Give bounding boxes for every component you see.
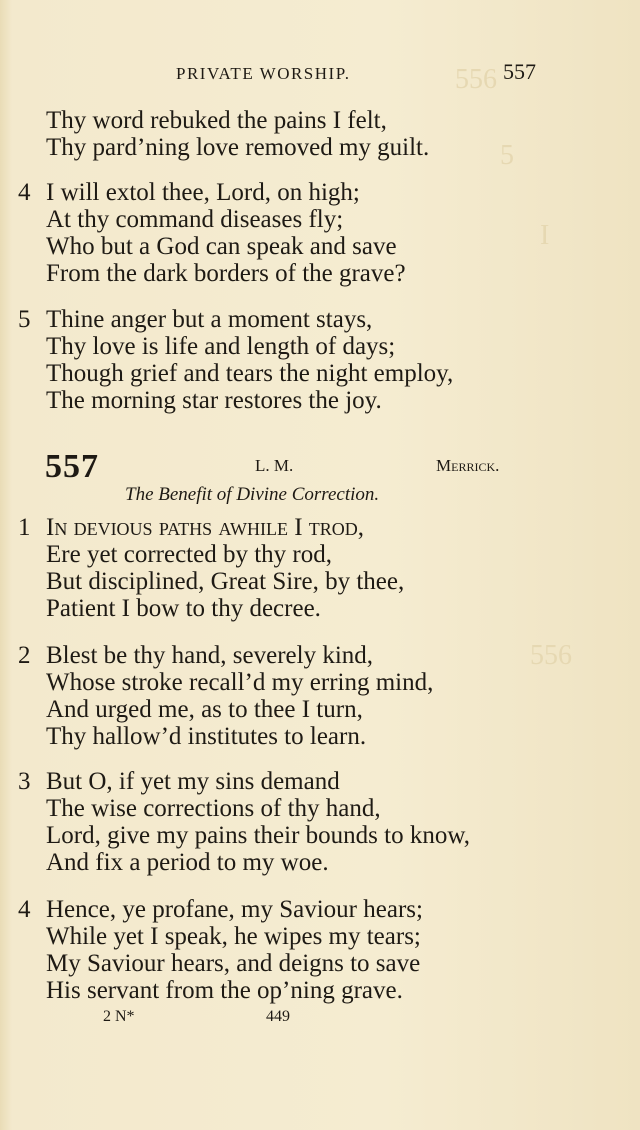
tune-name: Merrick.: [436, 456, 500, 475]
hymn-number: 557: [45, 448, 99, 485]
verse-line: And fix a period to my woe.: [46, 849, 329, 876]
verse-line: From the dark borders of the grave?: [46, 260, 406, 287]
verse-line: The wise corrections of thy hand,: [46, 795, 381, 822]
verse-line: Hence, ye profane, my Saviour hears;: [46, 896, 423, 923]
bleed-through-text: 5: [500, 140, 514, 171]
verse-line: Who but a God can speak and save: [46, 233, 397, 260]
verse-number: 3: [18, 768, 31, 795]
folio-number: 449: [266, 1008, 290, 1025]
verse-line: Whose stroke recall’d my erring mind,: [46, 669, 434, 696]
verse-line: Ere yet corrected by thy rod,: [46, 541, 332, 568]
hymn-subtitle: The Benefit of Divine Correction.: [125, 484, 380, 505]
hymn-meter: L. M.: [255, 456, 294, 475]
verse-line: Thy pard’ning love removed my guilt.: [46, 134, 430, 161]
verse-line: And urged me, as to thee I turn,: [46, 696, 363, 723]
verse-line: At thy command diseases fly;: [46, 206, 344, 233]
running-head: PRIVATE WORSHIP.: [176, 64, 351, 83]
verse-line: My Saviour hears, and deigns to save: [46, 950, 421, 977]
printer-signature: 2 N*: [103, 1008, 135, 1025]
verse-line: But O, if yet my sins demand: [46, 768, 340, 795]
bleed-through-text: 556: [530, 640, 572, 671]
verse-line: Though grief and tears the night employ,: [46, 360, 454, 387]
verse-number: 1: [18, 514, 31, 541]
verse-number: 4: [18, 896, 31, 923]
page-header: [0, 59, 640, 88]
verse-line: His servant from the op’ning grave.: [46, 977, 403, 1004]
verse-line: Thy love is life and length of days;: [46, 333, 396, 360]
verse-line: But disciplined, Great Sire, by thee,: [46, 568, 405, 595]
verse-number: 2: [18, 642, 31, 669]
verse-line: In devious paths awhile I trod,: [46, 514, 365, 541]
bleed-through-text: I: [540, 220, 550, 251]
verse-line: Thine anger but a moment stays,: [46, 306, 373, 333]
verse-line: I will extol thee, Lord, on high;: [46, 179, 360, 206]
bleed-through-text: 556: [455, 64, 497, 95]
verse-number: 5: [18, 306, 31, 333]
verse-line: Thy hallow’d institutes to learn.: [46, 723, 367, 750]
verse-line: While yet I speak, he wipes my tears;: [46, 923, 421, 950]
verse-line: Blest be thy hand, severely kind,: [46, 642, 374, 669]
page-number: 557: [503, 59, 536, 84]
verse-number: 4: [18, 179, 31, 206]
verse-line: The morning star restores the joy.: [46, 387, 382, 414]
verse-line: Thy word rebuked the pains I felt,: [46, 107, 387, 134]
verse-line: Patient I bow to thy decree.: [46, 595, 321, 622]
verse-line: Lord, give my pains their bounds to know,: [46, 822, 471, 849]
